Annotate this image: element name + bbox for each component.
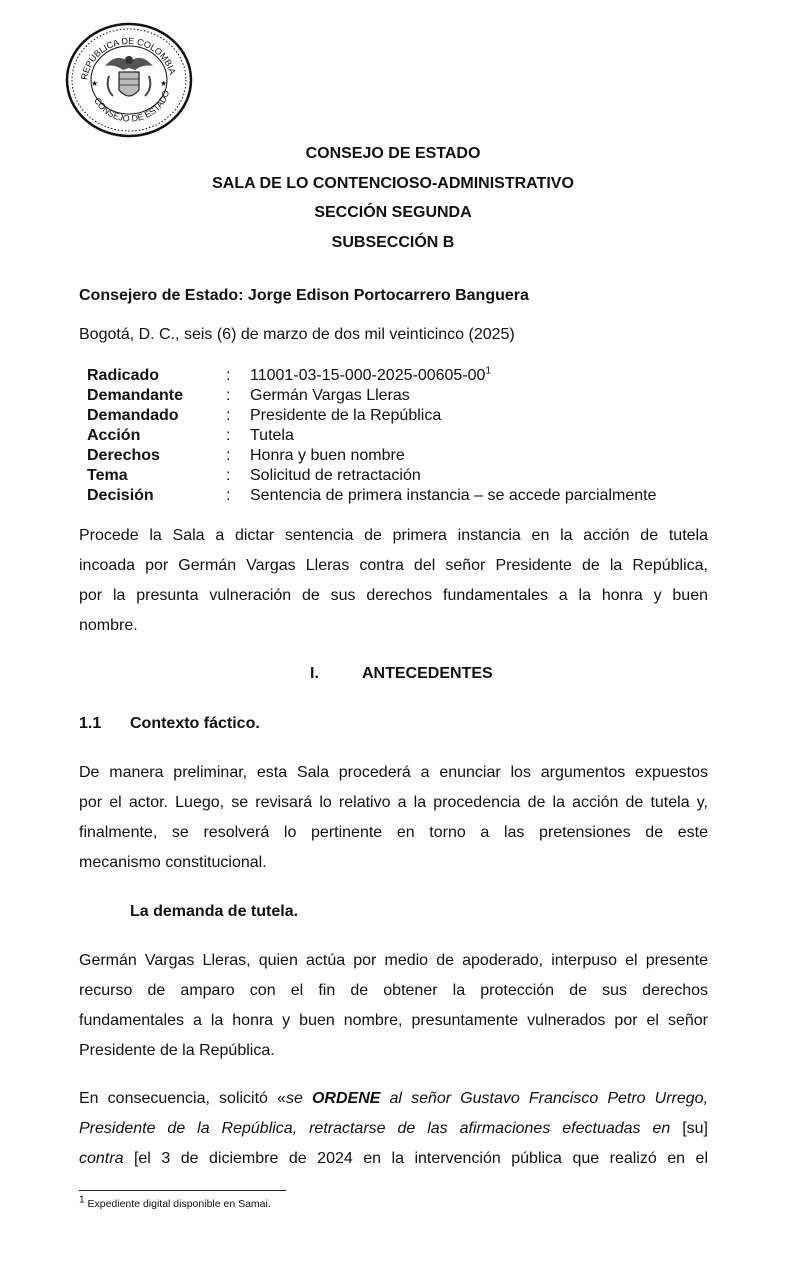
svg-text:CONSEJO DE ESTADO: CONSEJO DE ESTADO bbox=[92, 88, 172, 124]
meta-value: Presidente de la República bbox=[250, 407, 442, 424]
meta-value: Germán Vargas Lleras bbox=[250, 387, 410, 404]
meta-value: $11001-03-15-000-2025-00605-00^1$ bbox=[250, 365, 492, 384]
svg-text:REPÚBLICA DE COLOMBIA: REPÚBLICA DE COLOMBIA bbox=[79, 35, 178, 81]
meta-key: Decisión bbox=[87, 487, 154, 504]
meta-value: Tutela bbox=[250, 427, 294, 444]
meta-key: Radicado bbox=[87, 367, 160, 384]
meta-value: Sentencia de primera instancia – se accede parcialmente bbox=[250, 487, 657, 504]
svg-text:★: ★ bbox=[160, 79, 168, 88]
intro-paragraph: Procede la Sala a dictar sentencia de primera instancia en la acción de tutela incoada por Germán Vargas Lleras contra del señor Presidente de la República, por la presunta vulneración de sus derechos fundamentales a la honra y buen nombre. bbox=[79, 527, 708, 634]
subsection-title: Contexto fáctico. bbox=[130, 715, 260, 732]
section-title: ANTECEDENTES bbox=[362, 665, 493, 682]
demand-heading: La demanda de tutela. bbox=[130, 903, 299, 920]
meta-colon: : bbox=[226, 387, 231, 404]
meta-colon: : bbox=[226, 447, 231, 464]
meta-key: Derechos bbox=[87, 447, 160, 464]
magistrate-line: Consejero de Estado: Jorge Edison Portocarrero Banguera bbox=[79, 287, 529, 304]
meta-value: Solicitud de retractación bbox=[250, 467, 421, 484]
meta-key: Acción bbox=[87, 427, 141, 444]
court-subsection: SUBSECCIÓN B bbox=[331, 234, 455, 251]
meta-colon: : bbox=[226, 467, 231, 484]
meta-key: Tema bbox=[87, 467, 128, 484]
court-chamber: SALA DE LO CONTENCIOSO-ADMINISTRATIVO bbox=[212, 175, 574, 192]
date-line: Bogotá, D. C., seis (6) de marzo de dos mil veinticinco (2025) bbox=[79, 326, 515, 343]
meta-colon: : bbox=[226, 367, 231, 384]
court-name: CONSEJO DE ESTADO bbox=[305, 145, 481, 162]
consequence-paragraph: En consecuencia, solicitó «se ORDENE al señor Gustavo Francisco Petro Urrego, Presidente de la República, retractarse de las afirmaciones efectuadas en [su] contra [el 3 de diciembre de 2024 en la intervención pública que realizó en el bbox=[79, 1090, 709, 1167]
footnote: $^1$ Expediente digital disponible en Samai. bbox=[79, 1194, 271, 1210]
meta-colon: : bbox=[226, 487, 231, 504]
meta-value: Honra y buen nombre bbox=[250, 447, 405, 464]
footnote-ref: 1 bbox=[485, 365, 492, 377]
court-section: SECCIÓN SEGUNDA bbox=[314, 204, 472, 221]
section-number: I. bbox=[310, 665, 319, 682]
meta-colon: : bbox=[226, 427, 231, 444]
subsection-number: 1.1 bbox=[79, 715, 102, 732]
context-paragraph: De manera preliminar, esta Sala procederá a enunciar los argumentos expuestos por el actor. Luego, se revisará lo relativo a la procedencia de la acción de tutela y, finalmente, se resolverá lo pertinente en torno a las pretensiones de este mecanismo constitucional. bbox=[79, 764, 708, 871]
republic-seal-logo bbox=[65, 22, 193, 138]
meta-colon: : bbox=[226, 407, 231, 424]
demand-paragraph: Germán Vargas Lleras, quien actúa por medio de apoderado, interpuso el presente recurso de amparo con el fin de obtener la protección de sus derechos fundamentales a la honra y buen nombre, presuntamente vulnerados por el señor Presidente de la República. bbox=[79, 952, 708, 1059]
meta-key: Demandante bbox=[87, 387, 184, 404]
footnote-divider bbox=[79, 1190, 286, 1191]
svg-text:★: ★ bbox=[91, 79, 99, 88]
meta-key: Demandado bbox=[87, 407, 179, 424]
